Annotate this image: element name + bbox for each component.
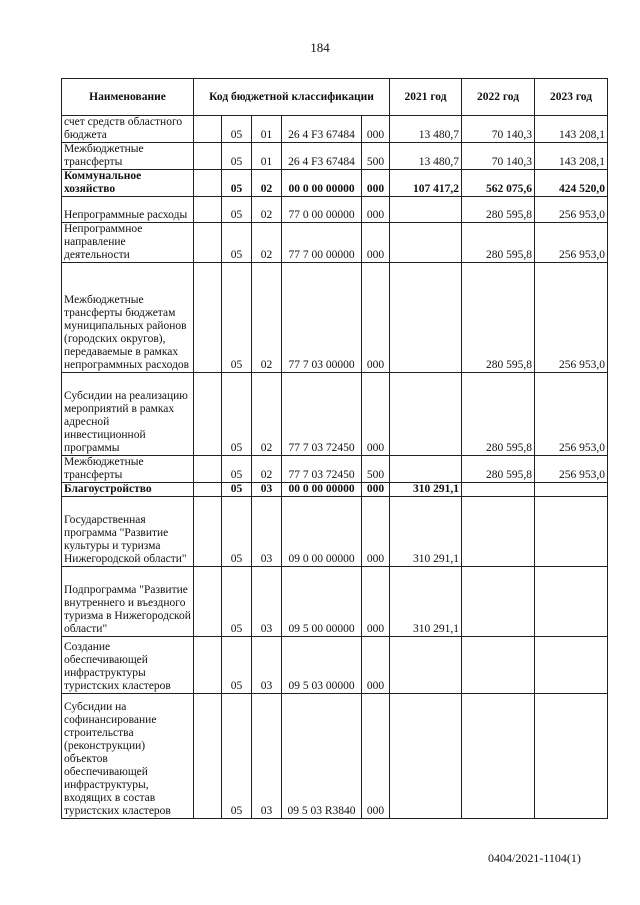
- row-target-article: 00 0 00 00000: [282, 170, 362, 197]
- row-value-2021: [390, 223, 462, 263]
- row-target-article: 77 7 00 00000: [282, 223, 362, 263]
- row-value-2021: [390, 263, 462, 373]
- row-expense-type: 500: [362, 456, 390, 483]
- row-subsection: 02: [252, 456, 282, 483]
- header-code: Код бюджетной классификации: [194, 79, 390, 116]
- row-section: 05: [222, 497, 252, 567]
- row-value-2021: 13 480,7: [390, 116, 462, 143]
- row-target-article: 09 0 00 00000: [282, 497, 362, 567]
- row-value-2022: 70 140,3: [462, 143, 535, 170]
- table-row: [62, 373, 608, 456]
- row-target-article: 77 7 03 72450: [282, 373, 362, 456]
- row-section: 05: [222, 143, 252, 170]
- row-value-2023: 424 520,0: [535, 170, 608, 197]
- row-value-2022: 562 075,6: [462, 170, 535, 197]
- row-name: Межбюджетные трансферты: [62, 143, 194, 170]
- row-spacer: [194, 116, 222, 143]
- row-expense-type: 000: [362, 170, 390, 197]
- row-section: 05: [222, 483, 252, 497]
- table-row: [62, 497, 608, 567]
- row-name: Непрограммные расходы: [62, 197, 194, 223]
- row-name: Благоустройство: [62, 483, 194, 497]
- row-target-article: 09 5 03 00000: [282, 637, 362, 694]
- row-section: 05: [222, 456, 252, 483]
- table-row: [62, 456, 608, 483]
- table-row: [62, 694, 608, 819]
- header-2021: 2021 год: [390, 79, 462, 116]
- row-value-2021: 310 291,1: [390, 497, 462, 567]
- row-section: 05: [222, 373, 252, 456]
- row-value-2022: 70 140,3: [462, 116, 535, 143]
- table-row: [62, 483, 608, 497]
- row-value-2021: [390, 694, 462, 819]
- row-value-2022: [462, 694, 535, 819]
- row-name: Межбюджетные трансферты бюджетам муниципальных районов (городских округов), передаваемые в рамках непрограммных расходов: [62, 263, 194, 373]
- row-value-2021: [390, 456, 462, 483]
- row-spacer: [194, 197, 222, 223]
- row-section: 05: [222, 567, 252, 637]
- table-row: [62, 197, 608, 223]
- row-section: 05: [222, 694, 252, 819]
- row-value-2023: 256 953,0: [535, 197, 608, 223]
- row-spacer: [194, 223, 222, 263]
- row-expense-type: 000: [362, 197, 390, 223]
- row-expense-type: 000: [362, 637, 390, 694]
- row-name: Государственная программа "Развитие культуры и туризма Нижегородской области": [62, 497, 194, 567]
- row-target-article: 26 4 F3 67484: [282, 116, 362, 143]
- row-target-article: 09 5 00 00000: [282, 567, 362, 637]
- table-row: [62, 567, 608, 637]
- row-value-2021: [390, 373, 462, 456]
- row-spacer: [194, 456, 222, 483]
- row-subsection: 03: [252, 567, 282, 637]
- document-code: 0404/2021-1104(1): [488, 851, 581, 865]
- row-name: Подпрограмма "Развитие внутреннего и въездного туризма в Нижегородской области": [62, 567, 194, 637]
- row-value-2022: [462, 637, 535, 694]
- row-value-2021: 107 417,2: [390, 170, 462, 197]
- row-expense-type: 000: [362, 116, 390, 143]
- row-section: 05: [222, 197, 252, 223]
- row-expense-type: 000: [362, 694, 390, 819]
- row-expense-type: 500: [362, 143, 390, 170]
- row-subsection: 03: [252, 497, 282, 567]
- row-value-2021: 13 480,7: [390, 143, 462, 170]
- row-value-2021: [390, 197, 462, 223]
- row-subsection: 02: [252, 223, 282, 263]
- table-row: [62, 223, 608, 263]
- row-value-2023: [535, 637, 608, 694]
- row-section: 05: [222, 637, 252, 694]
- row-name: Коммунальное хозяйство: [62, 170, 194, 197]
- row-subsection: 02: [252, 197, 282, 223]
- row-spacer: [194, 373, 222, 456]
- row-section: 05: [222, 263, 252, 373]
- row-subsection: 03: [252, 483, 282, 497]
- row-expense-type: 000: [362, 373, 390, 456]
- row-value-2021: 310 291,1: [390, 483, 462, 497]
- row-name: Межбюджетные трансферты: [62, 456, 194, 483]
- table-row: [62, 170, 608, 197]
- row-spacer: [194, 694, 222, 819]
- row-value-2023: 256 953,0: [535, 223, 608, 263]
- page-number: 184: [310, 40, 330, 55]
- row-name: Субсидии на реализацию мероприятий в рамках адресной инвестиционной программы: [62, 373, 194, 456]
- row-value-2023: [535, 483, 608, 497]
- row-value-2022: [462, 497, 535, 567]
- row-spacer: [194, 637, 222, 694]
- row-expense-type: 000: [362, 567, 390, 637]
- row-value-2023: 143 208,1: [535, 116, 608, 143]
- row-value-2022: 280 595,8: [462, 223, 535, 263]
- header-2023: 2023 год: [535, 79, 608, 116]
- row-value-2022: [462, 483, 535, 497]
- row-section: 05: [222, 170, 252, 197]
- row-target-article: 09 5 03 R3840: [282, 694, 362, 819]
- table-row: [62, 116, 608, 143]
- budget-table: [61, 78, 608, 819]
- row-value-2022: 280 595,8: [462, 373, 535, 456]
- row-expense-type: 000: [362, 483, 390, 497]
- row-spacer: [194, 567, 222, 637]
- row-value-2023: [535, 567, 608, 637]
- row-target-article: 77 0 00 00000: [282, 197, 362, 223]
- row-spacer: [194, 483, 222, 497]
- row-subsection: 01: [252, 143, 282, 170]
- table-row: [62, 263, 608, 373]
- row-subsection: 01: [252, 116, 282, 143]
- row-subsection: 02: [252, 373, 282, 456]
- row-value-2023: 256 953,0: [535, 456, 608, 483]
- row-value-2022: 280 595,8: [462, 456, 535, 483]
- table-row: [62, 143, 608, 170]
- row-value-2023: 143 208,1: [535, 143, 608, 170]
- row-section: 05: [222, 223, 252, 263]
- row-value-2023: [535, 694, 608, 819]
- row-value-2022: 280 595,8: [462, 263, 535, 373]
- row-spacer: [194, 170, 222, 197]
- row-value-2023: [535, 497, 608, 567]
- row-value-2022: [462, 567, 535, 637]
- row-target-article: 77 7 03 00000: [282, 263, 362, 373]
- row-value-2023: 256 953,0: [535, 373, 608, 456]
- row-name: Непрограммное направление деятельности: [62, 223, 194, 263]
- row-section: 05: [222, 116, 252, 143]
- row-value-2023: 256 953,0: [535, 263, 608, 373]
- table-header-row: [62, 79, 608, 116]
- row-name: счет средств областного бюджета: [62, 116, 194, 143]
- row-expense-type: 000: [362, 263, 390, 373]
- row-spacer: [194, 497, 222, 567]
- row-spacer: [194, 263, 222, 373]
- row-subsection: 03: [252, 637, 282, 694]
- table-row: [62, 637, 608, 694]
- row-name: Создание обеспечивающей инфраструктуры туристских кластеров: [62, 637, 194, 694]
- row-target-article: 77 7 03 72450: [282, 456, 362, 483]
- row-spacer: [194, 143, 222, 170]
- row-value-2022: 280 595,8: [462, 197, 535, 223]
- row-value-2021: [390, 637, 462, 694]
- row-subsection: 02: [252, 263, 282, 373]
- row-name: Субсидии на софинансирование строительства (реконструкции) объектов обеспечивающей инфраструктуры, входящих в состав туристских кластеров: [62, 694, 194, 819]
- header-2022: 2022 год: [462, 79, 535, 116]
- row-expense-type: 000: [362, 223, 390, 263]
- row-subsection: 02: [252, 170, 282, 197]
- header-name: Наименование: [62, 79, 194, 116]
- row-expense-type: 000: [362, 497, 390, 567]
- row-subsection: 03: [252, 694, 282, 819]
- row-target-article: 00 0 00 00000: [282, 483, 362, 497]
- row-target-article: 26 4 F3 67484: [282, 143, 362, 170]
- row-value-2021: 310 291,1: [390, 567, 462, 637]
